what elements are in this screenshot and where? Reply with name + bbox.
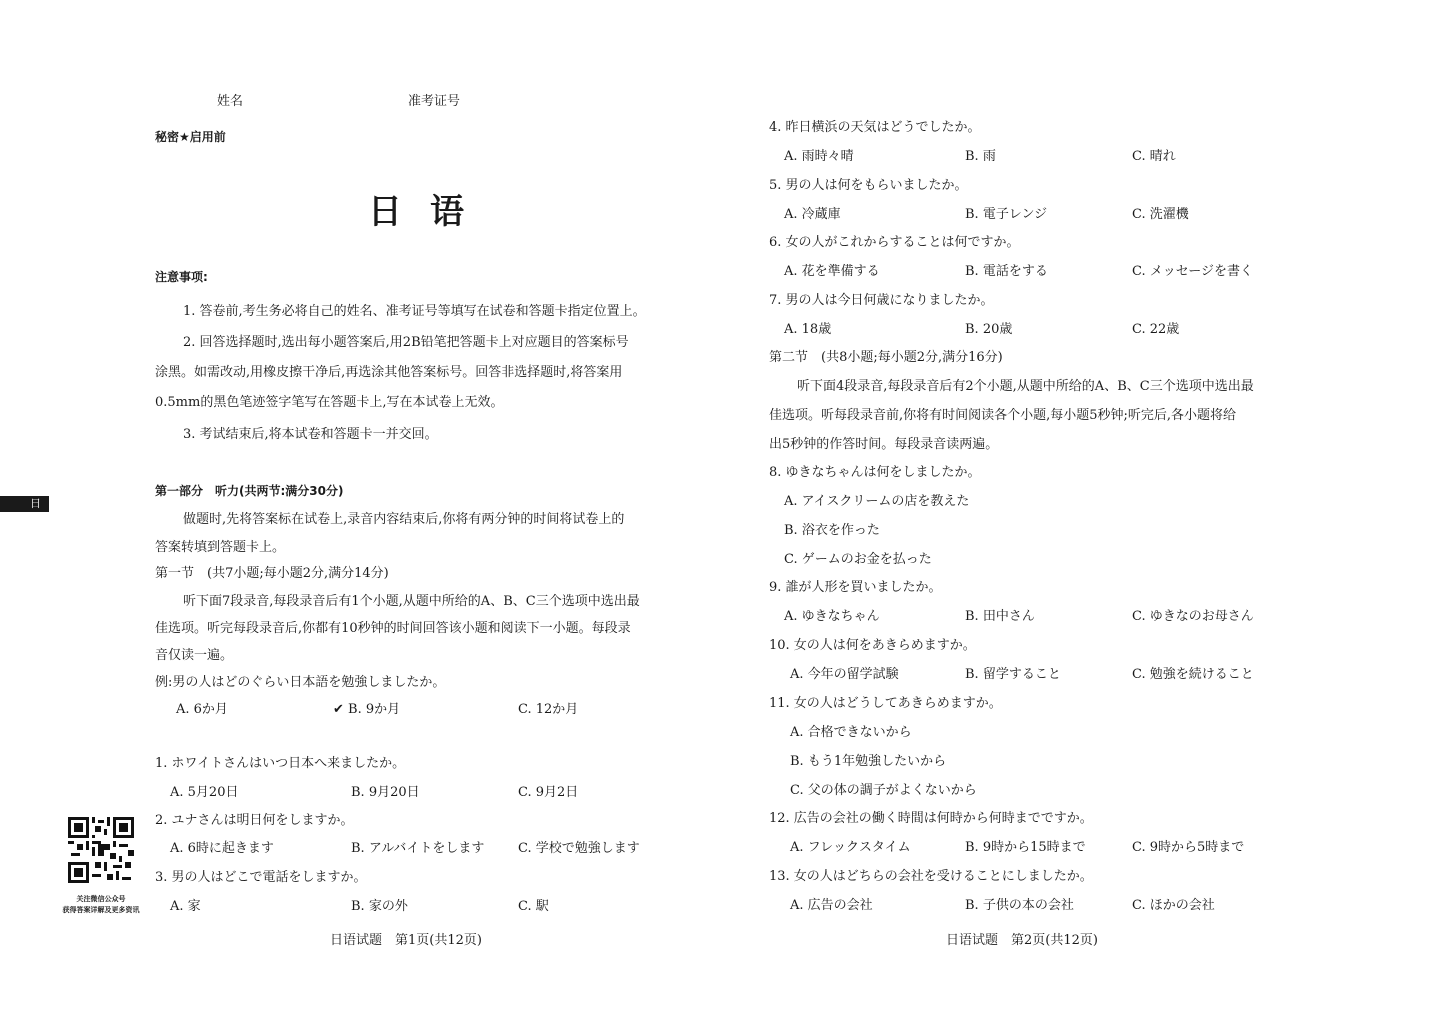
note-3: 3. 考试结束后,将本试卷和答题卡一并交回。 [183, 427, 438, 442]
part1-intro-2: 答案转填到答题卡上。 [155, 540, 286, 555]
q2-option-b: B. アルバイトをします [351, 841, 485, 856]
q13-option-a: A. 広告の会社 [790, 898, 873, 913]
notes-heading: 注意事项: [155, 270, 208, 284]
q4-option-c: C. 晴れ [1132, 149, 1176, 164]
page-title: 日语 [368, 192, 492, 232]
q13-option-b: B. 子供の本の会社 [965, 898, 1074, 913]
note-2: 2. 回答选择题时,选出每小题答案后,用2B铅笔把答题卡上对应题目的答案标号 [183, 335, 629, 350]
question-1: 1. ホワイトさんはいつ日本へ来ましたか。 [155, 756, 406, 771]
q10-option-b: B. 留学すること [965, 667, 1061, 682]
left-footer: 日语试题 第1页(共12页) [330, 933, 482, 948]
q10-option-c: C. 勉強を続けること [1132, 667, 1254, 682]
q9-option-c: C. ゆきなのお母さん [1132, 609, 1254, 624]
example-question: 例:男の人はどのぐらい日本語を勉強しましたか。 [155, 675, 446, 690]
question-10: 10. 女の人は何をあきらめますか。 [769, 638, 976, 653]
q10-option-a: A. 今年の留学試験 [790, 667, 899, 682]
section2-intro-1: 听下面4段录音,每段录音后有2个小题,从题中所给的A、B、C三个选项中选出最 [797, 379, 1254, 394]
q9-option-a: A. ゆきなちゃん [784, 609, 880, 624]
part1-intro-1: 做题时,先将答案标在试卷上,录音内容结束后,你将有两分钟的时间将试卷上的 [183, 512, 625, 527]
q8-option-a: A. アイスクリームの店を教えた [784, 494, 970, 509]
example-option-a: A. 6か月 [176, 702, 228, 717]
part1-heading: 第一部分 听力(共两节:满分30分) [155, 484, 344, 498]
section1-heading: 第一节 (共7小题;每小题2分,满分14分) [155, 566, 389, 581]
q6-option-b: B. 電話をする [965, 264, 1048, 279]
q9-option-b: B. 田中さん [965, 609, 1035, 624]
question-12: 12. 広告の会社の働く時間は何時から何時までですか。 [769, 811, 1093, 826]
question-5: 5. 男の人は何をもらいましたか。 [769, 178, 968, 193]
q2-option-c: C. 学校で勉強します [518, 841, 640, 856]
qr-caption-2: 获得答案详解及更多资讯 [62, 906, 140, 914]
q8-option-c: C. ゲームのお金を払った [784, 552, 932, 567]
q7-option-c: C. 22歳 [1132, 322, 1180, 337]
secret-label: 秘密★启用前 [155, 130, 226, 144]
q7-option-a: A. 18歳 [784, 322, 832, 337]
section1-intro-1: 听下面7段录音,每段录音后有1个小题,从题中所给的A、B、C三个选项中选出最 [183, 594, 640, 609]
q11-option-b: B. もう1年勉強したいから [790, 754, 947, 769]
q5-option-a: A. 冷蔵庫 [784, 207, 841, 222]
section1-intro-3: 音仅读一遍。 [155, 648, 234, 663]
q3-option-b: B. 家の外 [351, 899, 408, 914]
q8-option-b: B. 浴衣を作った [784, 523, 880, 538]
q2-option-a: A. 6時に起きます [170, 841, 274, 856]
note-2-cont: 涂黑。如需改动,用橡皮擦干净后,再选涂其他答案标号。回答非选择题时,将答案用 [155, 365, 623, 380]
section1-intro-2: 佳选项。听完每段录音后,你都有10秒钟的时间回答该小题和阅读下一小题。每段录 [155, 621, 631, 636]
note-2-cont2: 0.5mm的黑色笔迹签字笔写在答题卡上,写在本试卷上无效。 [155, 395, 504, 410]
name-label: 姓名 [217, 94, 244, 109]
side-tab: 日 [0, 496, 49, 512]
question-8: 8. ゆきなちゃんは何をしましたか。 [769, 465, 981, 480]
question-11: 11. 女の人はどうしてあきらめますか。 [769, 696, 1002, 711]
section2-heading: 第二节 (共8小题;每小题2分,满分16分) [769, 350, 1003, 365]
question-9: 9. 誰が人形を買いましたか。 [769, 580, 942, 595]
exam-id-label: 准考证号 [408, 94, 461, 109]
question-13: 13. 女の人はどちらの会社を受けることにしましたか。 [769, 869, 1093, 884]
question-3: 3. 男の人はどこで電話をしますか。 [155, 870, 367, 885]
q11-option-c: C. 父の体の調子がよくないから [790, 783, 977, 798]
question-7: 7. 男の人は今日何歳になりましたか。 [769, 293, 994, 308]
example-option-b: ✔ B. 9か月 [333, 702, 401, 717]
q7-option-b: B. 20歳 [965, 322, 1013, 337]
q12-option-c: C. 9時から5時まで [1132, 840, 1245, 855]
q11-option-a: A. 合格できないから [790, 725, 912, 740]
question-2: 2. ユナさんは明日何をしますか。 [155, 813, 354, 828]
q4-option-b: B. 雨 [965, 149, 996, 164]
q3-option-c: C. 駅 [518, 899, 549, 914]
question-6: 6. 女の人がこれからすることは何ですか。 [769, 235, 1020, 250]
example-option-c: C. 12か月 [518, 702, 579, 717]
q5-option-c: C. 洗濯機 [1132, 207, 1189, 222]
q12-option-b: B. 9時から15時まで [965, 840, 1086, 855]
question-4: 4. 昨日横浜の天気はどうでしたか。 [769, 120, 981, 135]
q5-option-b: B. 電子レンジ [965, 207, 1048, 222]
note-1: 1. 答卷前,考生务必将自己的姓名、准考证号等填写在试卷和答题卡指定位置上。 [183, 304, 646, 319]
q6-option-a: A. 花を準備する [784, 264, 880, 279]
q3-option-a: A. 家 [170, 899, 201, 914]
q1-option-a: A. 5月20日 [170, 785, 239, 800]
qr-code-icon [68, 817, 134, 883]
section2-intro-2: 佳选项。听每段录音前,你将有时间阅读各个小题,每小题5秒钟;听完后,各小题将给 [769, 408, 1237, 423]
q1-option-b: B. 9月20日 [351, 785, 420, 800]
q1-option-c: C. 9月2日 [518, 785, 579, 800]
q13-option-c: C. ほかの会社 [1132, 898, 1215, 913]
q6-option-c: C. メッセージを書く [1132, 264, 1253, 279]
q12-option-a: A. フレックスタイム [790, 840, 911, 855]
q4-option-a: A. 雨時々晴 [784, 149, 854, 164]
qr-caption-1: 关注微信公众号 [76, 895, 126, 903]
right-footer: 日语试题 第2页(共12页) [946, 933, 1098, 948]
section2-intro-3: 出5秒钟的作答时间。每段录音读两遍。 [769, 437, 999, 452]
